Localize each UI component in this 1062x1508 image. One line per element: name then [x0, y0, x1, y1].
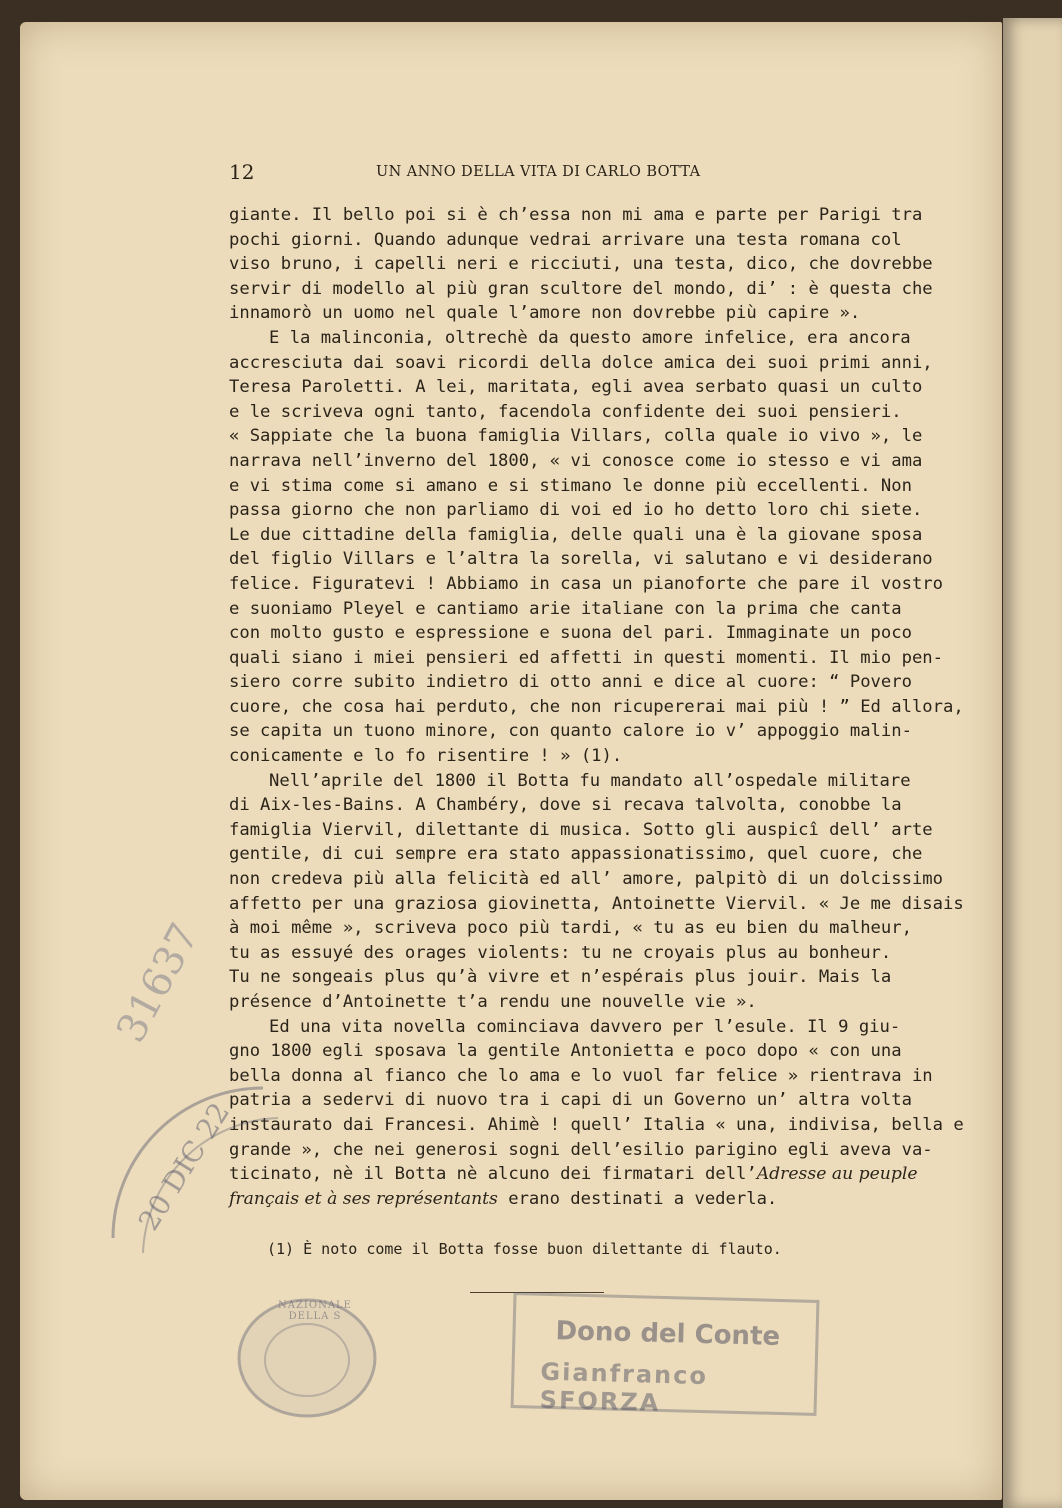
text-segment: erano destinati a vederla. — [497, 1188, 778, 1209]
text-line: gentile, di cui sempre era stato appassionatissimo, quel cuore, che — [229, 844, 923, 865]
footnote: (1) È noto come il Botta fosse buon dilettante di flauto. — [267, 1240, 782, 1258]
text-line-with-italic — [229, 1162, 918, 1187]
date-stamp: 20 DIC 22 — [131, 1096, 237, 1237]
page-number: 12 — [229, 160, 255, 184]
text-line-with-italic — [229, 1187, 841, 1212]
running-title: UN ANNO DELLA VITA DI CARLO BOTTA — [376, 164, 701, 180]
text-line: Ed una vita novella cominciava davvero per l’esule. Il 9 giu- — [269, 1016, 901, 1037]
text-line: cuore, che cosa hai perduto, che non ricupererai mai più ! ” Ed allora, — [229, 696, 964, 717]
donation-stamp-line1: Dono del Conte — [555, 1316, 781, 1353]
text-line: accresciuta dai soavi ricordi della dolce amica dei suoi primi anni, — [229, 352, 933, 373]
text-segment: ticinato, nè il Botta nè alcuno dei firmatari dell’ — [229, 1164, 757, 1185]
next-page-edge — [1003, 18, 1062, 1508]
text-line: patria a sedervi di nuovo tra i capi di un Governo un’ altra volta — [229, 1090, 912, 1111]
text-line: siero corre subito indietro di otto anni e dice al cuore: “ Povero — [229, 672, 912, 693]
text-line: instaurato dai Francesi. Ahimè ! quell’ Italia « una, indivisa, bella e — [229, 1114, 964, 1135]
text-line: e vi stima come si amano e si stimano le donne più eccellenti. Non — [229, 475, 912, 496]
text-line: del figlio Villars e l’altra la sorella, vi salutano e vi desiderano — [229, 549, 933, 570]
text-line: famiglia Viervil, dilettante di musica. Sotto gli auspicî dell’ arte — [229, 819, 933, 840]
text-line: tu as essuyé des orages violents: tu ne croyais plus au bonheur. — [229, 942, 892, 963]
text-line: affetto per una graziosa giovinetta, Antoinette Viervil. « Je me disais — [229, 893, 964, 914]
body-text — [229, 203, 964, 1211]
accession-number-stamp: 31637 — [107, 916, 209, 1050]
text-line: E la malinconia, oltrechè da questo amore infelice, era ancora — [269, 327, 911, 348]
page-header — [229, 160, 841, 184]
donation-stamp-line2: Gianfranco SFORZA — [539, 1357, 709, 1417]
text-line: Teresa Paroletti. A lei, maritata, egli avea serbato quasi un culto — [229, 377, 923, 398]
round-seal-text: NAZIONALE DELLA S — [278, 1300, 352, 1322]
donation-stamp — [511, 1292, 820, 1416]
italic-title: français et à ses représentants — [229, 1188, 498, 1209]
text-line: e suoniamo Pleyel e cantiamo arie italiane con la prima che canta — [229, 598, 902, 619]
text-line: con molto gusto e espressione e suona del pari. Immaginate un poco — [229, 623, 912, 644]
text-line: à moi même », scriveva poco più tardi, « tu as eu bien du malheur, — [229, 918, 912, 939]
text-line: Tu ne songeais plus qu’à vivre et n’espérais plus jouir. Mais la — [229, 967, 892, 988]
text-line: servir di modello al più gran scultore del mondo, di’ : è questa che — [229, 278, 933, 299]
text-line: felice. Figuratevi ! Abbiamo in casa un pianoforte che pare il vostro — [229, 573, 943, 594]
text-line: passa giorno che non parliamo di voi ed io ho detto loro chi siete. — [229, 500, 923, 521]
text-line: di Aix-les-Bains. A Chambéry, dove si recava talvolta, conobbe la — [229, 795, 902, 816]
text-line: se capita un tuono minore, con quanto calore io v’ appoggio malin- — [229, 721, 912, 742]
text-line: innamorò un uomo nel quale l’amore non dovrebbe più capire ». — [229, 303, 861, 324]
text-line: gno 1800 egli sposava la gentile Antonietta e poco dopo « con una — [229, 1041, 902, 1062]
text-line: Nell’aprile del 1800 il Botta fu mandato all’ospedale militare — [269, 770, 911, 791]
text-line: pochi giorni. Quando adunque vedrai arrivare una testa romana col — [229, 229, 902, 250]
italic-title: Adresse au peuple — [756, 1164, 918, 1185]
text-line: e le scriveva ogni tanto, facendola confidente dei suoi pensieri. — [229, 401, 902, 422]
text-line: Le due cittadine della famiglia, delle quali una è la giovane sposa — [229, 524, 923, 545]
text-line: quali siano i miei pensieri ed affetti in questi momenti. Il mio pen- — [229, 647, 943, 668]
text-line: grande », che nei generosi sogni dell’esilio parigino egli aveva va- — [229, 1139, 933, 1160]
text-line: « Sappiate che la buona famiglia Villars, colla quale io vivo », le — [229, 426, 923, 447]
text-line: viso bruno, i capelli neri e ricciuti, una testa, dico, che dovrebbe — [229, 254, 933, 275]
text-line: présence d’Antoinette t’a rendu une nouvelle vie ». — [229, 992, 757, 1012]
text-line: conicamente e lo fo risentire ! » (1). — [229, 746, 623, 767]
text-line: bella donna al fianco che lo ama e lo vuol far felice » rientrava in — [229, 1065, 933, 1086]
text-line: giante. Il bello poi si è ch’essa non mi ama e parte per Parigi tra — [229, 205, 923, 225]
text-line: narrava nell’inverno del 1800, « vi conosce come io stesso e vi ama — [229, 450, 923, 471]
text-line: non credeva più alla felicità ed all’ amore, palpitò di un dolcissimo — [229, 869, 943, 890]
